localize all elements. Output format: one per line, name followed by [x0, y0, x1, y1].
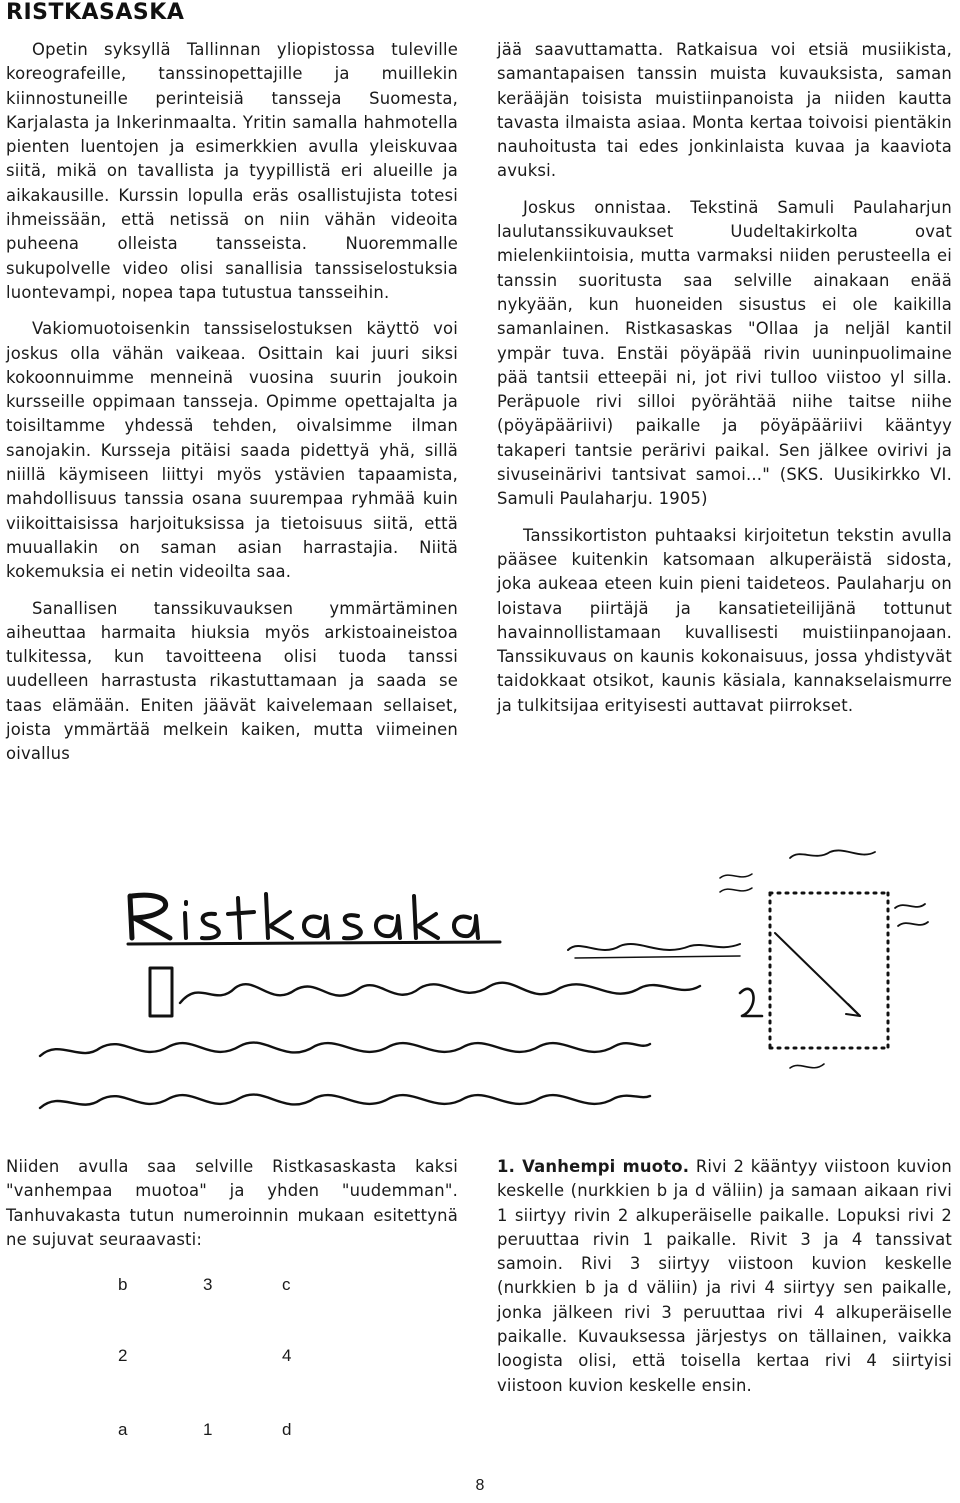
section-text: Rivi 2 kääntyy viistoon kuvion keskelle (nurkkien b ja d väliin) ja samaan aikaan rivi 1 siirtyy rivin 2 alkuperäiselle paikalle. Lopuksi rivi 2 peruuttaa rivin 1 paikalle. Rivit 3 ja 4 tanssivat samoin. Rivi 3 siirtyy viistoon kuvion keskelle (nurkkien b ja d väliin) ja rivi 4 siirtyy sen paikalle, jonka jälkeen rivi 3 peruuttaa rivi 4 alkuperäiselle paikalle. Kuvauksessa järjestys on tällainen, vaikka loogista olisi, että toisella kertaa rivi 4 siirtyisi viistoon kuvion keskelle ensin.	[497, 1157, 952, 1395]
page-number: 8	[475, 1477, 485, 1494]
paragraph: jää saavuttamatta. Ratkaisua voi etsiä musiikista, samantapaisen tanssin muista kuvauksista, saman kerääjän toisista muistiinpanoista ja niiden kautta tavasta ilmaista asiaa. Monta kertaa toivoisi pientäkin nauhoitusta tai edes jonkinlaista kuvaa ja kaaviota avuksi.	[497, 40, 952, 181]
paragraph: Opetin syksyllä Tallinnan yliopistossa tuleville koreografeille, tanssinopettajille ja muillekin kiinnostuneille perinteisiä tansseja Suomesta, Karjalasta ja Inkerinmaalta. Yritin samalla hahmotella pienten luentojen ja esimerkkien avulla yleiskuvaa siitä, mikä on tavallista ja tyypillistä eri alueille ja aikakausille. Kurssin lopulla eräs osallistujista totesi ihmeissään, että netissä on niin vähän videoita puheena olleista tansseista. Nuoremmalle sukupolvelle video olisi sanallisia tanssiselostuksia luontevampi, nopea tapa tutustua tansseihin.	[6, 40, 458, 302]
bottom-right-column	[497, 1155, 952, 1410]
paragraph: Niiden avulla saa selville Ristkasaskasta kaksi "vanhempaa muotoa" ja yhden "uudemman". Tanhuvakasta tutun numeroinnin mukaan esitettynä ne sujuvat seuraavasti:	[6, 1157, 458, 1249]
formation-grid	[100, 1275, 320, 1445]
grid-corner-c: c	[282, 1275, 291, 1294]
bottom-left-column	[6, 1155, 458, 1264]
grid-row-3: 3	[203, 1275, 213, 1294]
paragraph: Sanallisen tanssikuvauksen ymmärtäminen aiheuttaa harmaita hiuksia myös arkistoaineistoa tulkitessa, kun tavoitteena olisi tuoda tanssi uudelleen harrastusta rikastuttamaan ja saada se taas elämään. Eniten jäävät kaivelemaan sellaiset, joista ymmärtää melkein kaiken, mutta viimeinen oivallus	[6, 598, 458, 764]
grid-row-4: 4	[282, 1346, 292, 1365]
handwritten-manuscript-image	[0, 838, 960, 1138]
paragraph: Vakiomuotoisenkin tanssiselostuksen käyttö voi joskus olla vähän vaikeaa. Osittain kai juuri siksi kokoonnuimme menneinä vuosina suurin joukoin kursseille oppimaan tansseja. Opimme opettajalta ja toisiltamme yhdessä tehden, oivalsimme ilman sanojakin. Kursseja pitäisi saada pidettyä yhä, sillä niillä käymiseen liittyi myös ystävien tapaamista, mahdollisuus tanssia osana suurempaa ryhmää kuin viikoittaisissa harjoituksissa ja tietoisuus siitä, että muuallakin on saman asian harrastajia. Niitä kokemuksia ei netin videoilta saa.	[6, 319, 458, 582]
paragraph: Joskus onnistaa. Tekstinä Samuli Paulaharjun laulutanssikuvaukset Uudeltakirkolta ovat mielenkiintoisia, mutta varmaksi niiden perusteella ei tanssin suoritusta saa selville ainakaan enää nykyään, kun huoneiden sisustus ei ole kaikilla samanlainen. Ristkasaskas "Ollaa ja neljäl kantil ympär tuva. Enstäi pöyäpää rivin uuninpuolimaine pää tantsii etteepäi ni, jot rivi tulloo viistoo yl silla. Peräpuole rivi silloi pyörähtää niihe taitse niihe (pöyäpääriivi) paikalle ja pöyäpääriivi kääntyy takaperi tantsie perärivi paikal. Sen jälkee ovirivi ja sivuseinärivi tantsivat samoi..." (SKS. Uusikirkko VI. Samuli Paulaharju. 1905)	[497, 197, 952, 509]
section-lead: 1. Vanhempi muoto.	[497, 1157, 690, 1176]
grid-row-2: 2	[118, 1346, 128, 1365]
grid-corner-d: d	[282, 1420, 292, 1439]
paragraph: Tanssikortiston puhtaaksi kirjoitetun tekstin avulla pääsee kuitenkin katsomaan alkuperäistä sidosta, joka aukeaa eteen kuin pieni taideteos. Paulaharju on loistava piirtäjä ja kansatieteilijänä tottunut havainnollistamaan kuvallisesti muistiinpanojaan. Tanssikuvaus on kaunis kokonaisuus, jossa yhdistyvät taidokkaat otsikot, kaunis käsiala, kannakselaismurre ja tulkitsijaa erityisesti auttavat piirrokset.	[497, 525, 952, 715]
grid-corner-a: a	[118, 1420, 128, 1439]
left-column	[6, 38, 458, 779]
right-column	[497, 38, 952, 730]
grid-row-1: 1	[203, 1420, 213, 1439]
page-heading: RISTKASASKA	[6, 0, 185, 25]
grid-corner-b: b	[118, 1275, 128, 1294]
paragraph	[497, 1155, 952, 1398]
